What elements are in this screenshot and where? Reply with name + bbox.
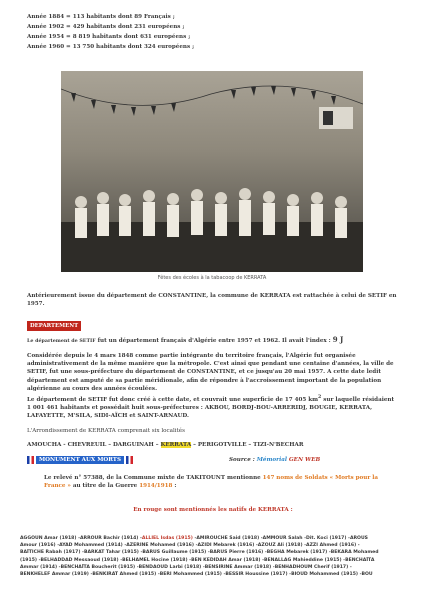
french-flag-icon — [126, 456, 133, 464]
department-index-line — [27, 336, 399, 345]
names-line: BAÏTICHE Rabah (1917) -BARKAT Tahar (1915) -BARUS Guillaume (1915) -BARUS Pierre (1916) -BEGHA Mebarek (1917) -BEKARA Mohamed — [20, 550, 379, 556]
french-flag-icon — [27, 456, 34, 464]
names-line — [20, 535, 412, 542]
soldiers-names-list — [20, 535, 412, 578]
source-prefix: Source : — [229, 457, 257, 463]
releve-c: au titre de la Guerre — [70, 483, 140, 490]
source-memorial: Mémorial — [256, 457, 287, 463]
releve-soldiers: 147 noms de Soldats « Morts pour la France » — [44, 475, 378, 490]
department-heading — [27, 321, 399, 331]
stat-line: Année 1884 = 113 habitants dont 89 Français ; — [27, 14, 175, 20]
names-l1c: -AMIROUCHE Said (1918) -AMMOUR Salah -Dit. Koci (1917) -AROUS — [192, 536, 368, 541]
localities-line — [27, 441, 399, 449]
dept-line-a: Le département de SETIF — [27, 338, 96, 344]
stat-line: Année 1902 = 429 habitants dont 231 européens ; — [27, 24, 185, 30]
department-tag: DEPARTEMENT — [27, 321, 81, 331]
localities-a: AMOUCHA - CHEVREUIL – DARGUINAH – — [27, 442, 161, 448]
kerrata-highlight: KERRATA — [160, 442, 192, 448]
names-line: Ammar (1914) -BENCHAÏTA Boucherit (1915) -BENDAOUD Larbi (1918) -BENSIRINE Ammar (1918) -BENHADHOUM Cherif (1917) - — [20, 564, 352, 570]
department-area — [27, 394, 399, 420]
stat-line: Année 1954 = 8 819 habitants dont 631 européens ; — [27, 34, 191, 40]
names-l1a: AGGOUN Amar (1918) -ARROUR Bachir (1914) - — [20, 536, 142, 541]
bunting-flags — [61, 79, 363, 149]
department-index: 9 J — [332, 335, 344, 344]
source-line — [229, 457, 320, 463]
dept-area-a: Le département de SETIF fut donc créé à cette date, et couvrait une superficie de 17 405 km — [27, 396, 319, 403]
population-stats — [27, 12, 194, 52]
names-line: (1915) -BELHADDAD Messaoud (1918) -BELHAMEL Hocine (1918) -BEN KEDIDAH Amar (1918) -BENALLAG Mahieddine (1915) -BENCHAÏTA — [20, 557, 375, 563]
photo-caption: Fêtes des écoles à la tabacoop de KERRATA — [157, 275, 267, 281]
children-group — [61, 162, 363, 272]
source-genweb: GEN WEB — [286, 457, 321, 463]
natives-note — [27, 506, 399, 514]
dept-history-text: Considérée depuis le 4 mars 1848 comme partie intégrante du territoire français, l'Algérie fut organisée administrativement de la même manière que la métropole. C'est ainsi que pendant une centaine d'années, la ville de SETIF, fut une sous-préfecture du département de CONSTANTINE, et ce jusqu'au 20 mai 1957. A cette date ledit département est amputé de sa partie méridionale, afin de répondre à l'accroissement important de la population algérienne au cours des années écoulées. — [27, 353, 394, 392]
natives-text: En rouge sont mentionnés les natifs de KERRATA : — [133, 507, 293, 513]
releve-a: Le relevé n° 57388, de la Commune mixte de TAKITOUNT mentionne — [44, 475, 263, 481]
arrondissement-title — [27, 427, 399, 435]
monument-label: MONUMENT AUX MORTS — [36, 456, 124, 464]
dept-area-sup: 2 — [318, 395, 322, 400]
names-line: BENKHELEF Ammar (1919) -BENKIRAT Ahmed (1915) -BERI Mohammed (1915) -BESSIR Houssine (1917) -BIOUD Mohammed (1915) -BOU — [20, 572, 373, 578]
monument-header — [27, 456, 399, 468]
kerrata-native-name: ALLIEL Isdas (1915) — [141, 536, 193, 541]
school-festival-photo — [61, 71, 363, 272]
arrondissement-text: L'Arrondissement de KERRATA comprenait six localités — [27, 428, 185, 434]
dept-line-b: fut un département français d'Algérie entre 1957 et 1962. Il avait l'index : — [95, 338, 333, 344]
stat-line: Année 1960 = 13 750 habitants dont 324 européens ; — [27, 44, 195, 50]
names-line: Amour (1916) -AYAD Mohammed (1914) -AZERINE Mohamed (1916) -AZIDI Mebarek (1916) -AZOUZ Ali (1918) -AZZI Ahmed (1916) - — [20, 543, 360, 549]
department-history — [27, 352, 399, 393]
intro-paragraph — [27, 292, 399, 308]
intro-text: Antérieurement issue du département de CONSTANTINE, la commune de KERRATA est rattachée à celui de SETIF en 1957. — [27, 293, 397, 308]
localities-b: – PERIGOTVILLE – TIZI-N'BECHAR — [191, 442, 304, 448]
releve-e: : — [172, 483, 177, 490]
dept-area-b: sur laquelle résidaient 1 001 461 habitants et possédait huit sous-préfectures : AKBOU, BORDJ-BOU-ARRERIDJ, BOUGIE, KERRATA, LAFAYETTE, M'SILA, SIDI-AÏCH et SAINT-ARNAUD. — [27, 396, 395, 420]
releve-paragraph — [44, 474, 400, 490]
releve-war: 1914/1918 — [139, 483, 173, 490]
